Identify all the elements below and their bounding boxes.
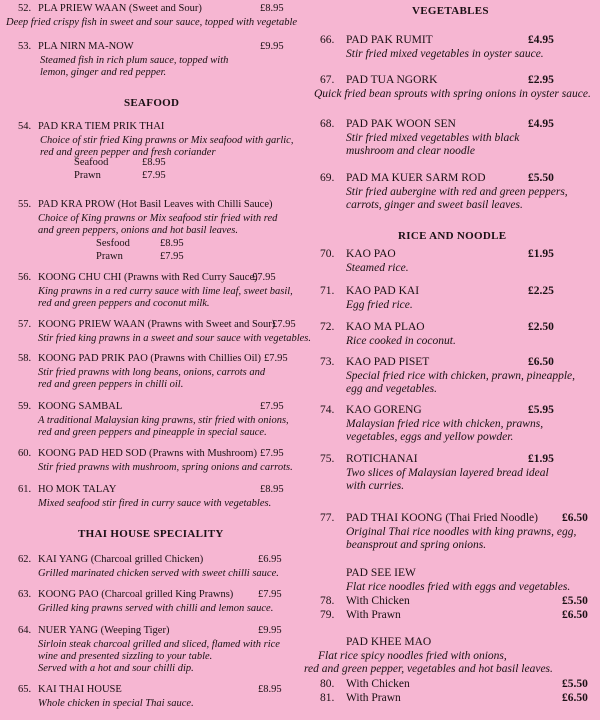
right-item-74-name: KAO GORENG xyxy=(346,404,422,416)
right-item-67-description: Quick fried bean sprouts with spring onions in oyster sauce. xyxy=(314,88,591,100)
left-item-64-description: Sirloin steak charcoal grilled and sliced, flamed with rice xyxy=(38,639,280,650)
left-item-60-name: KOONG PAD HED SOD (Prawns with Mushroom) xyxy=(38,448,257,459)
left-item-57-description: Stir fried king prawns in a sweet and sour sauce with vegetables. xyxy=(38,333,311,344)
left-item-65-price: £8.95 xyxy=(258,684,282,695)
seafood-heading: SEAFOOD xyxy=(124,97,180,109)
left-item-52-name: PLA PRIEW WAAN (Sweet and Sour) xyxy=(38,3,202,14)
right-item-66-name: PAD PAK RUMIT xyxy=(346,34,433,46)
right-item-73-name: KAO PAD PISET xyxy=(346,356,430,368)
right-item-68-price: £4.95 xyxy=(528,118,554,130)
left-item-55-option-label: Prawn xyxy=(96,251,123,262)
right-item-66-price: £4.95 xyxy=(528,34,554,46)
right-item-74-price: £5.95 xyxy=(528,404,554,416)
pad-see-iew-option-number: 78. xyxy=(320,595,335,607)
left-item-64-name: NUER YANG (Weeping Tiger) xyxy=(38,625,170,636)
right-item-74-description: Malaysian fried rice with chicken, prawns, xyxy=(346,418,544,430)
right-item-73-description: egg and vegetables. xyxy=(346,383,438,395)
right-item-69-price: £5.50 xyxy=(528,172,554,184)
left-item-62-price: £6.95 xyxy=(258,554,282,565)
pad-khee-mao-description: Flat rice spicy noodles fried with onions, xyxy=(318,650,507,662)
left-item-54-option-label: Prawn xyxy=(74,170,101,181)
left-item-64-description: Served with a hot and sour chilli dip. xyxy=(38,663,194,674)
pad-khee-mao-option-number: 80. xyxy=(320,678,335,690)
left-item-56-description: red and green peppers and coconut milk. xyxy=(38,298,210,309)
left-item-54-description: Choice of stir fried King prawns or Mix seafood with garlic, xyxy=(40,135,294,146)
pad-see-iew-option-price: £5.50 xyxy=(562,595,588,607)
left-item-63-price: £7.95 xyxy=(258,589,282,600)
left-item-54-option-label: Seafood xyxy=(74,157,109,168)
right-item-71-name: KAO PAD KAI xyxy=(346,285,420,297)
left-item-56-description: King prawns in a red curry sauce with lime leaf, sweet basil, xyxy=(38,286,293,297)
left-item-53-price: £9.95 xyxy=(260,41,284,52)
left-item-53-name: PLA NIRN MA-NOW xyxy=(38,41,134,52)
pad-see-iew-description: Flat rice noodles fried with eggs and vegetables. xyxy=(346,581,571,593)
right-item-77-description: Original Thai rice noodles with king prawns, egg, xyxy=(346,526,577,538)
left-item-65-number: 65. xyxy=(18,684,32,695)
right-item-74-number: 74. xyxy=(320,404,335,416)
left-item-54-description: red and green pepper and fresh coriander xyxy=(40,147,216,158)
right-item-77-number: 77. xyxy=(320,512,335,524)
left-item-62-number: 62. xyxy=(18,554,32,565)
left-item-64-description: wine and presented sizzling to your table. xyxy=(38,651,213,662)
right-item-77-description: beansprout and spring onions. xyxy=(346,539,487,551)
left-item-61-price: £8.95 xyxy=(260,484,284,495)
right-item-73-price: £6.50 xyxy=(528,356,554,368)
left-item-58-number: 58. xyxy=(18,353,32,364)
right-item-70-description: Steamed rice. xyxy=(346,262,409,274)
right-item-68-description: Stir fried mixed vegetables with black xyxy=(346,132,520,144)
left-item-58-description: Stir fried prawns with long beans, onions, carrots and xyxy=(38,367,266,378)
right-item-75-description: with curries. xyxy=(346,480,405,492)
right-item-75-description: Two slices of Malaysian layered bread ideal xyxy=(346,467,549,479)
left-item-53-description: Steamed fish in rich plum sauce, topped with xyxy=(40,55,229,66)
left-item-65-name: KAI THAI HOUSE xyxy=(38,684,122,695)
right-item-77-name: PAD THAI KOONG (Thai Fried Noodle) xyxy=(346,512,538,524)
pad-khee-mao-option-label: With Prawn xyxy=(346,692,401,704)
right-item-67-name: PAD TUA NGORK xyxy=(346,74,438,86)
left-item-54-option-price: £7.95 xyxy=(142,170,166,181)
left-item-57-number: 57. xyxy=(18,319,32,330)
left-item-62-name: KAI YANG (Charcoal grilled Chicken) xyxy=(38,554,204,565)
left-item-60-price: £7.95 xyxy=(260,448,284,459)
left-item-64-price: £9.95 xyxy=(258,625,282,636)
left-item-54-option-price: £8.95 xyxy=(142,157,166,168)
left-item-61-number: 61. xyxy=(18,484,32,495)
rice-and-noodle-heading: RICE AND NOODLE xyxy=(398,230,507,242)
right-item-69-name: PAD MA KUER SARM ROD xyxy=(346,172,486,184)
left-item-57-name: KOONG PRIEW WAAN (Prawns with Sweet and Sour) xyxy=(38,319,276,330)
right-item-70-price: £1.95 xyxy=(528,248,554,260)
left-item-56-price: £7.95 xyxy=(252,272,276,283)
pad-see-iew-option-number: 79. xyxy=(320,609,335,621)
vegetables-heading: VEGETABLES xyxy=(412,5,489,17)
right-item-69-description: carrots, ginger and sweet basil leaves. xyxy=(346,199,523,211)
pad-see-iew-option-label: With Chicken xyxy=(346,595,410,607)
right-item-72-number: 72. xyxy=(320,321,335,333)
left-item-63-number: 63. xyxy=(18,589,32,600)
left-item-54-number: 54. xyxy=(18,121,32,132)
right-item-70-name: KAO PAO xyxy=(346,248,396,260)
left-item-61-name: HO MOK TALAY xyxy=(38,484,117,495)
left-item-59-description: A traditional Malaysian king prawns, stir fried with onions, xyxy=(38,415,289,426)
left-item-55-option-label: Sesfood xyxy=(96,238,130,249)
right-item-72-description: Rice cooked in coconut. xyxy=(346,335,456,347)
left-item-63-description: Grilled king prawns served with chilli and lemon sauce. xyxy=(38,603,274,614)
right-item-77-price: £6.50 xyxy=(562,512,588,524)
left-item-59-description: red and green peppers and pineapple in special sauce. xyxy=(38,427,267,438)
right-item-75-price: £1.95 xyxy=(528,453,554,465)
left-item-55-name: PAD KRA PROW (Hot Basil Leaves with Chilli Sauce) xyxy=(38,199,273,210)
left-item-52-price: £8.95 xyxy=(260,3,284,14)
right-item-69-number: 69. xyxy=(320,172,335,184)
left-item-65-description: Whole chicken in special Thai sauce. xyxy=(38,698,194,709)
right-item-73-description: Special fried rice with chicken, prawn, pineapple, xyxy=(346,370,575,382)
left-item-59-price: £7.95 xyxy=(260,401,284,412)
left-item-59-number: 59. xyxy=(18,401,32,412)
left-item-60-number: 60. xyxy=(18,448,32,459)
left-item-58-name: KOONG PAD PRIK PAO (Prawns with Chillies Oil) xyxy=(38,353,261,364)
right-item-69-description: Stir fried aubergine with red and green peppers, xyxy=(346,186,568,198)
left-item-55-number: 55. xyxy=(18,199,32,210)
left-item-55-description: Choice of King prawns or Mix seafood stir fried with red xyxy=(38,213,278,224)
left-item-58-description: red and green peppers in chilli oil. xyxy=(38,379,184,390)
left-item-58-price: £7.95 xyxy=(264,353,288,364)
right-item-74-description: vegetables, eggs and yellow powder. xyxy=(346,431,514,443)
right-item-66-description: Stir fried mixed vegetables in oyster sauce. xyxy=(346,48,544,60)
left-item-62-description: Grilled marinated chicken served with sweet chilli sauce. xyxy=(38,568,279,579)
left-item-54-name: PAD KRA TIEM PRIK THAI xyxy=(38,121,165,132)
right-item-72-name: KAO MA PLAO xyxy=(346,321,425,333)
pad-see-iew-option-label: With Prawn xyxy=(346,609,401,621)
right-item-75-name: ROTICHANAI xyxy=(346,453,418,465)
left-item-59-name: KOONG SAMBAL xyxy=(38,401,123,412)
pad-khee-mao-option-price: £6.50 xyxy=(562,692,588,704)
left-item-53-number: 53. xyxy=(18,41,32,52)
right-item-68-name: PAD PAK WOON SEN xyxy=(346,118,456,130)
right-item-68-description: mushroom and clear noodle xyxy=(346,145,475,157)
right-item-75-number: 75. xyxy=(320,453,335,465)
pad-khee-mao-description: red and green pepper, vegetables and hot basil leaves. xyxy=(304,663,553,675)
pad-see-iew-name: PAD SEE IEW xyxy=(346,567,416,579)
right-item-71-number: 71. xyxy=(320,285,335,297)
right-item-66-number: 66. xyxy=(320,34,335,46)
left-item-53-description: lemon, ginger and red pepper. xyxy=(40,67,167,78)
right-item-71-description: Egg fried rice. xyxy=(346,299,413,311)
left-item-55-option-price: £8.95 xyxy=(160,238,184,249)
left-item-60-description: Stir fried prawns with mushroom, spring onions and carrots. xyxy=(38,462,293,473)
left-item-63-name: KOONG PAO (Charcoal grilled King Prawns) xyxy=(38,589,234,600)
right-item-67-number: 67. xyxy=(320,74,335,86)
right-item-71-price: £2.25 xyxy=(528,285,554,297)
right-item-68-number: 68. xyxy=(320,118,335,130)
left-item-57-price: £7.95 xyxy=(272,319,296,330)
right-item-73-number: 73. xyxy=(320,356,335,368)
left-item-55-description: and green peppers, onions and hot basil leaves. xyxy=(38,225,238,236)
right-item-72-price: £2.50 xyxy=(528,321,554,333)
pad-khee-mao-option-number: 81. xyxy=(320,692,335,704)
left-item-52-description: Deep fried crispy fish in sweet and sour sauce, topped with vegetable xyxy=(6,17,298,28)
left-item-52-number: 52. xyxy=(18,3,32,14)
pad-see-iew-option-price: £6.50 xyxy=(562,609,588,621)
right-item-67-price: £2.95 xyxy=(528,74,554,86)
left-item-64-number: 64. xyxy=(18,625,32,636)
pad-khee-mao-option-price: £5.50 xyxy=(562,678,588,690)
thai-house-speciality-heading: THAI HOUSE SPECIALITY xyxy=(78,528,224,540)
left-item-56-name: KOONG CHU CHI (Prawns with Red Curry Sauce) xyxy=(38,272,258,283)
right-item-70-number: 70. xyxy=(320,248,335,260)
pad-khee-mao-option-label: With Chicken xyxy=(346,678,410,690)
left-item-61-description: Mixed seafood stir fired in curry sauce with vegetables. xyxy=(38,498,272,509)
left-item-55-option-price: £7.95 xyxy=(160,251,184,262)
pad-khee-mao-name: PAD KHEE MAO xyxy=(346,636,432,648)
left-item-56-number: 56. xyxy=(18,272,32,283)
